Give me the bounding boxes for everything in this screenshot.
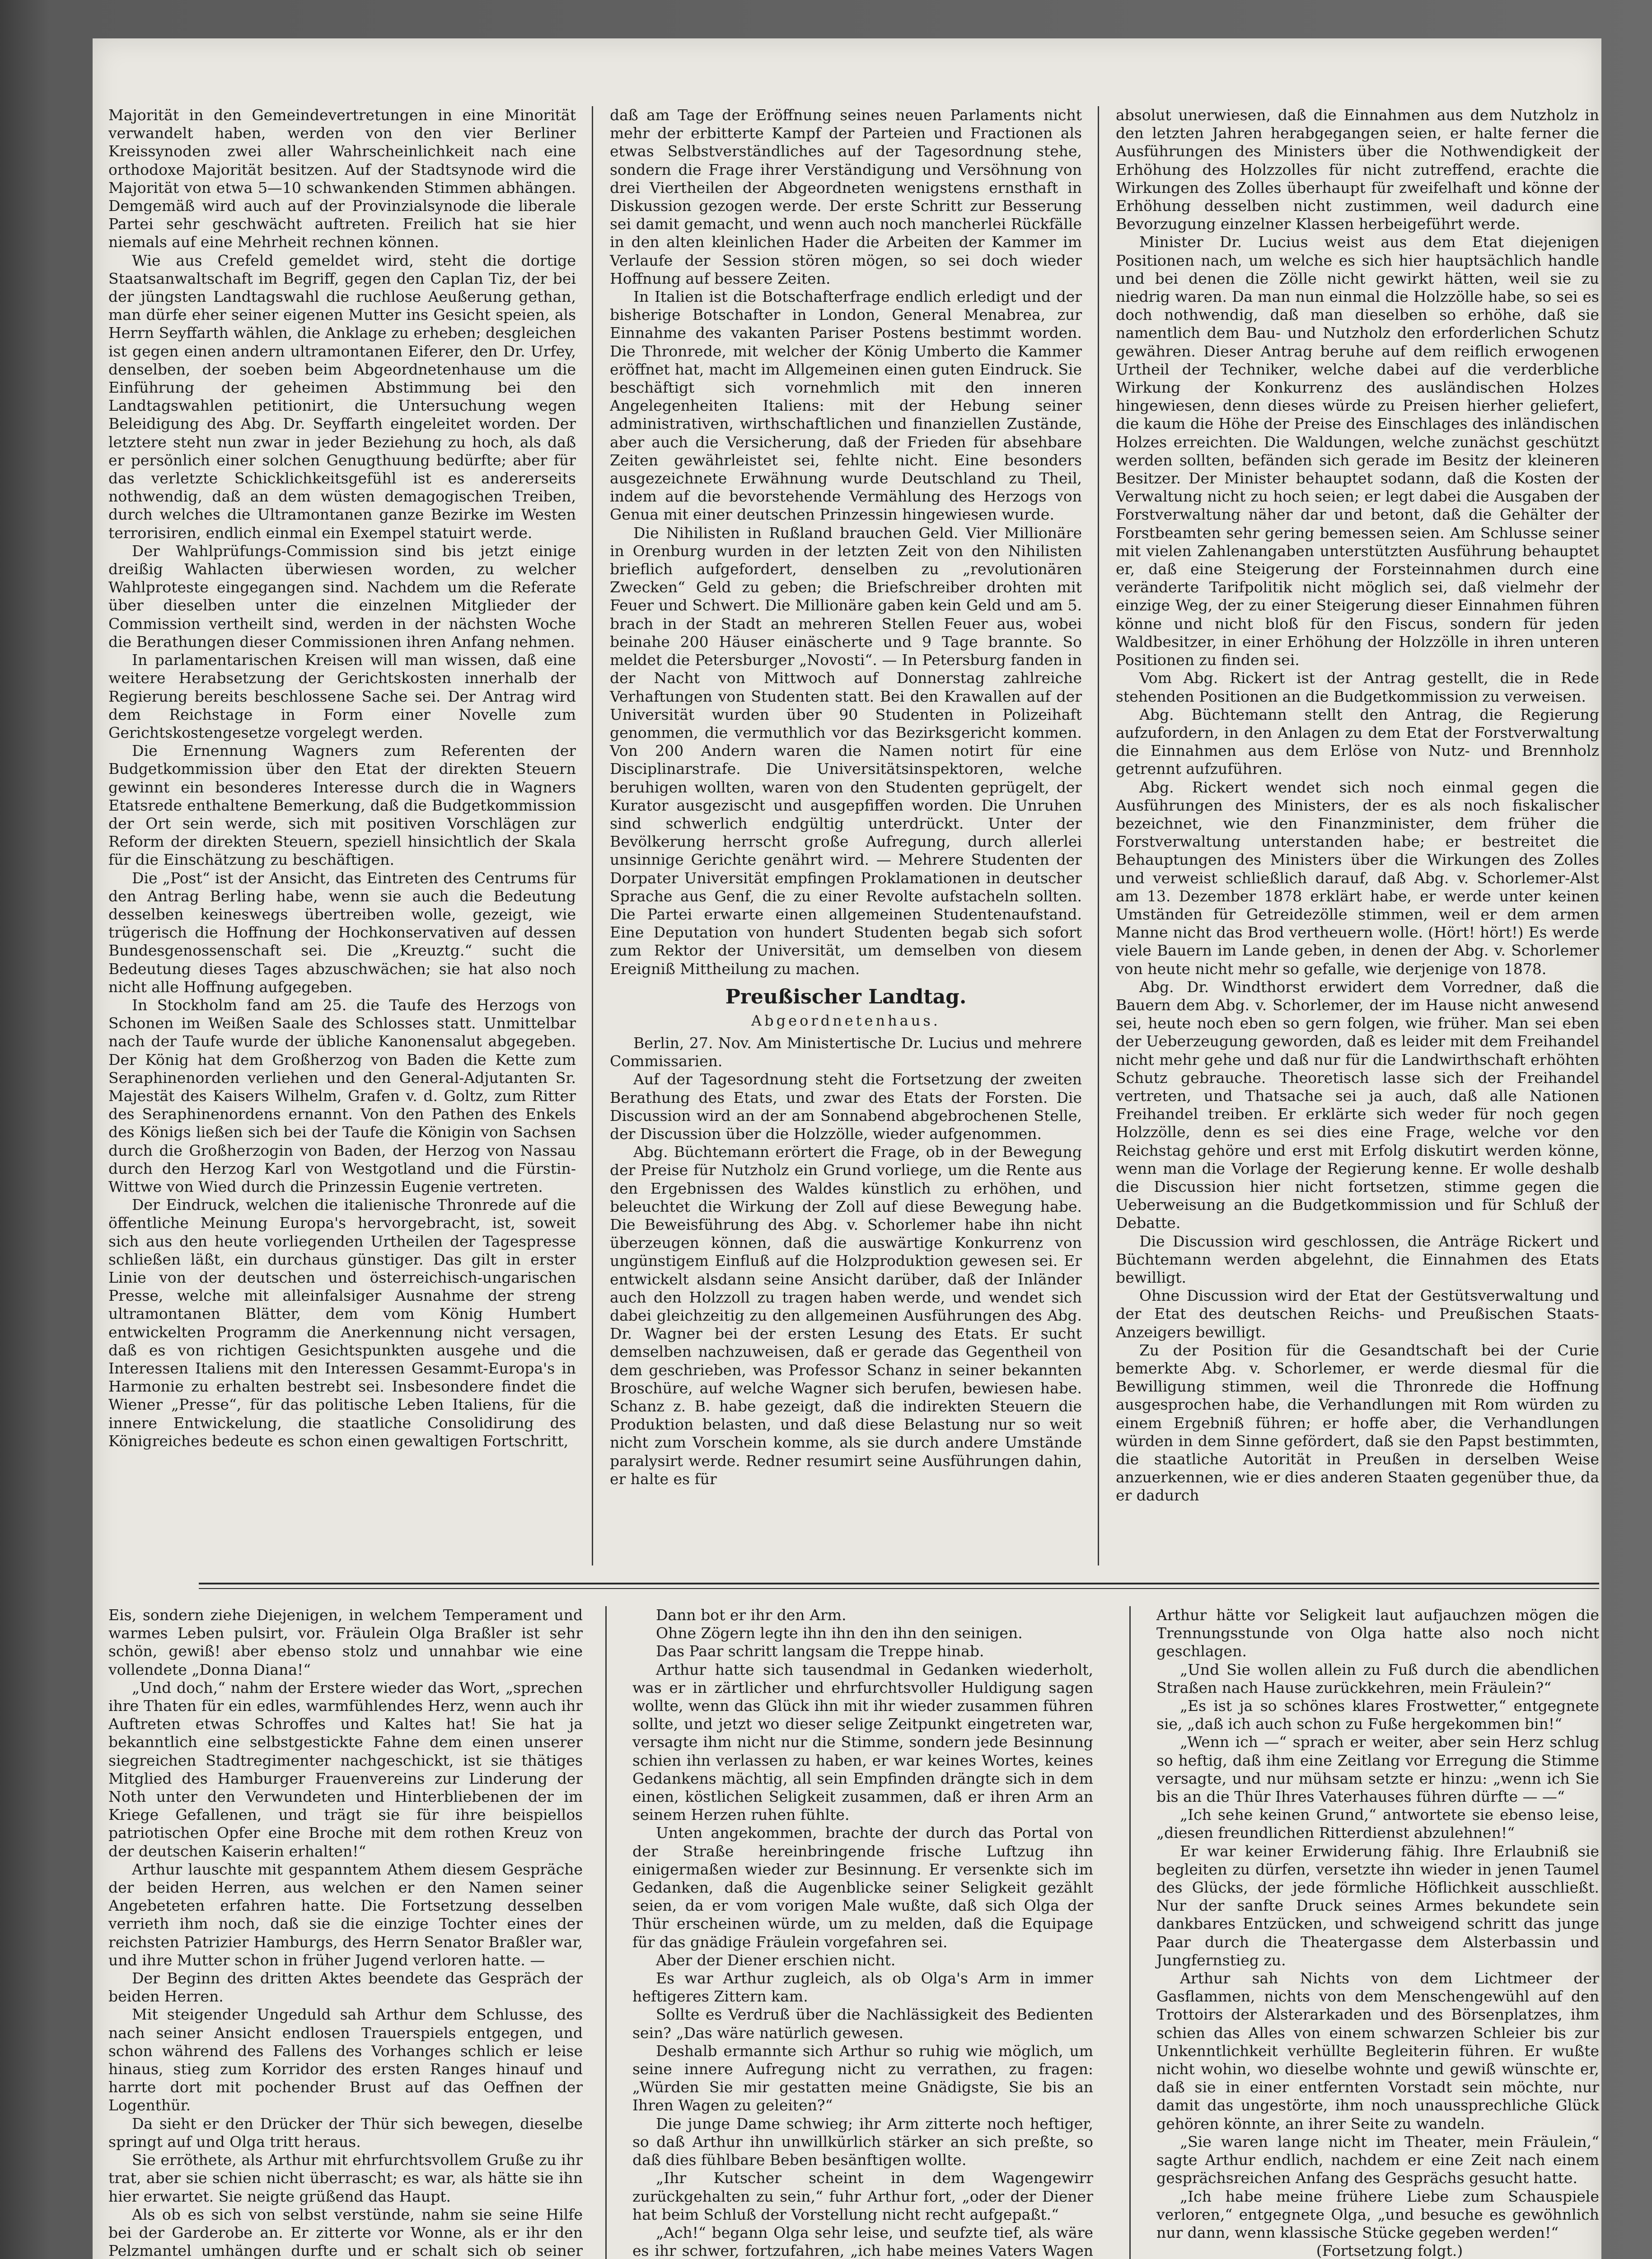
section-subheading: Abgeordnetenhaus.	[751, 1012, 941, 1029]
news-column-1	[108, 106, 576, 1450]
paragraph: Als ob es sich von selbst verstünde, nahm sie seine Hilfe bei der Garderobe an. Er zitterte vor Wonne, als er ihr den Pelzmantel umhängen durfte und er schalt sich ob seiner	[108, 2205, 583, 2259]
paragraph: Majorität in den Gemeindevertretungen in eine Minorität verwandelt haben, werden von den vier Berliner Kreissynoden zwei aller Wahrscheinlichkeit nach eine orthodoxe Majorität besitzen. Auf der Stadtsynode wird die Majorität von etwa 5—10 schwankenden Stimmen abhängen. Demgemäß wird auch auf der Provinzialsynode die liberale Partei sehr geschwächt auftreten. Freilich hat sie hier niemals auf eine Mehrheit rechnen können.	[108, 106, 576, 251]
paragraph: Deshalb ermannte sich Arthur so ruhig wie möglich, um seine innere Aufregung nicht zu verrathen, zu fragen: „Würden Sie mir gestatten meine Gnädigste, Sie bis an Ihren Wagen zu geleiten?“	[632, 2042, 1093, 2114]
paragraph: „Und doch,“ nahm der Erstere wieder das Wort, „sprechen ihre Thaten für ein edles, warmfühlendes Herz, wenn auch ihr Auftreten etwas Schroffes und Kaltes hat! Sie hat ja bekanntlich eine selbstgestickte Fahne dem einen unserer siegreichen Stadtregimenter nachgeschickt, ist sie thätiges Mitglied des Hamburger Frauenvereins zur Linderung der Noth unter den Verwundeten und Hinterbliebenen der im Kriege Gefallenen, und trägt sie für ihre beispiellos patriotischen Opfer eine Broche mit dem rothen Kreuz von der deutschen Kaiserin erhalten!“	[108, 1678, 583, 1860]
paragraph: „Ach!“ begann Olga sehr leise, und seufzte tief, als wäre es ihr schwer, fortzufahren, „ich habe meines Vaters Wagen	[632, 2223, 1093, 2259]
paragraph: Aber der Diener erschien nicht.	[656, 1951, 896, 1969]
news-column-2	[610, 106, 1082, 1488]
column-divider	[605, 1606, 607, 2259]
paragraph: Ohne Zögern legte ihn ihn den ihn den seinigen.	[656, 1624, 1023, 1642]
paragraph: Die Discussion wird geschlossen, die Anträge Rickert und Büchtemann werden abgelehnt, die Einnahmen des Etats bewilligt.	[1116, 1232, 1599, 1286]
section-heading-landtag: Preußischer Landtag.	[725, 985, 967, 1008]
paragraph: Auf der Tagesordnung steht die Fortsetzung der zweiten Berathung des Etats, und zwar des Etats der Forsten. Die Discussion wird an der am Sonnabend abgebrochenen Stelle, der Discussion über die Holzzölle, wieder aufgenommen.	[610, 1070, 1082, 1143]
paragraph: Abg. Rickert wendet sich noch einmal gegen die Ausführungen des Ministers, der es als noch fiskalischer bezeichnet, wie den Finanzminister, dem früher die Forstverwaltung unterstanden habe; er bestreitet die Behauptungen des Ministers über die Wirkungen des Zolles und verweist schließlich darauf, daß Abg. v. Schorlemer-Alst am 13. Dezember 1878 erklärt habe, er werde unter keinen Umständen für Getreidezölle stimmen, weil er dem armen Manne nicht das Brod vertheuern wolle. (Hört! hört!) Es werde viele Bauern im Lande geben, in denen der Abg. v. Schorlemer von heute nicht mehr so gefalle, wie derjenige von 1878.	[1116, 778, 1599, 978]
paragraph: Die Nihilisten in Rußland brauchen Geld. Vier Millionäre in Orenburg wurden in der letzten Zeit von den Nihilisten brieflich aufgefordert, denselben zu „revolutionären Zwecken“ Geld zu geben; die Briefschreiber drohten mit Feuer und Schwert. Die Millionäre gaben kein Geld und am 5. brach in der Stadt an mehreren Stellen Feuer aus, wobei beinahe 200 Häuser einäscherte und 9 Tage brannte. So meldet die Petersburger „Novosti“. — In Petersburg fanden in der Nacht von Mittwoch auf Donnerstag zahlreiche Verhaftungen von Studenten statt. Bei den Krawallen auf der Universität wurden über 90 Studenten in Polizeihaft genommen, die vermuthlich vor das Bezirksgericht kommen. Von 200 Andern waren die Namen notirt für eine Disciplinarstrafe. Die Universitätsinspektoren, welche beruhigen wollten, waren von den Studenten geprügelt, der Kurator ausgezischt und ausgepfiffen worden. Die Unruhen sind schwerlich endgültig unterdrückt. Unter der Bevölkerung herrscht große Aufregung, durch allerlei unsinnige Gerichte genährt wird. — Mehrere Studenten der Dorpater Universität empfingen Proklamationen in deutscher Sprache aus Genf, die zu einer Revolte aufstacheln sollten. Die Partei erwarte einen allgemeinen Studentenaufstand. Eine Deputation von hundert Studenten begab sich sofort zum Rektor der Universität, um demselben von diesem Ereigniß Mittheilung zu machen.	[610, 524, 1082, 978]
column-divider	[592, 106, 593, 1565]
paragraph: „Ihr Kutscher scheint in dem Wagengewirr zurückgehalten zu sein,“ fuhr Arthur fort, „oder der Diener hat beim Schluß der Vorstellung nicht recht aufgepaßt.“	[632, 2169, 1093, 2223]
paragraph: Ohne Discussion wird der Etat der Gestütsverwaltung und der Etat des deutschen Reichs- und Preußischen Staats-Anzeigers bewilligt.	[1116, 1287, 1599, 1341]
paragraph: Sie erröthete, als Arthur mit ehrfurchtsvollem Gruße zu ihr trat, aber sie schien nicht überrascht; es war, als hätte sie ihn hier erwartet. Sie neigte grüßend das Haupt.	[108, 2151, 583, 2205]
paragraph: Das Paar schritt langsam die Treppe hinab.	[656, 1642, 984, 1660]
paragraph: „Wenn ich —“ sprach er weiter, aber sein Herz schlug so heftig, daß ihm eine Zeitlang vor Erregung die Stimme versagte, und nur mühsam setzte er hinzu: „wenn ich Sie bis an die Thür Ihres Vaterhauses führen dürfte — —“	[1156, 1733, 1599, 1806]
paragraph: Minister Dr. Lucius weist aus dem Etat diejenigen Positionen nach, um welche es sich hier hauptsächlich handle und bei denen die Zölle nicht gewirkt hätten, weil sie zu niedrig waren. Da man nun einmal die Holzzölle habe, so sei es doch nothwendig, daß man dieselben so erhöhe, daß sie namentlich dem Bau- und Nutzholz den erforderlichen Schutz gewähren. Dieser Antrag beruhe auf dem reiflich erwogenen Urtheil der Techniker, welche dabei auf die verderbliche Wirkung der Konkurrenz des ausländischen Holzes hingewiesen, denn dieses würde zu Preisen hierher geliefert, die kaum die Höhe der Preise des Einschlages des inländischen Holzes erreichten. Die Waldungen, welche zunächst geschützt werden sollten, befänden sich gerade im Besitz der kleineren Besitzer. Der Minister behauptet sodann, daß die Kosten der Verwaltung nicht zu hoch seien; er legt dabei die Ausgaben der Forstverwaltung näher dar und betont, daß die Gehälter der Forstbeamten sehr gering bemessen seien. Am Schlusse seiner mit vielen Zahlenangaben unterstützten Ausführung behauptet er, daß eine Steigerung der Forsteinnahmen durch eine veränderte Tarifpolitik nicht möglich sei, daß vielmehr der einzige Weg, der zu einer Steigerung dieser Einnahmen führen könne und nicht bloß für den Fiscus, sondern für jeden Waldbesitzer, in einer Erhöhung der Holzzölle in ihren unteren Positionen zu finden sei.	[1116, 233, 1599, 669]
paragraph: Die Ernennung Wagners zum Referenten der Budgetkommission über den Etat der direkten Steuern gewinnt ein besonderes Interesse durch die in Wagners Etatsrede enthaltene Bemerkung, daß die Budgetkommission der Ort sein werde, sich mit positiven Vorschlägen zur Reform der direkten Steuern, speziell hinsichtlich der Skala für die Einschätzung zu beschäftigen.	[108, 742, 576, 869]
paragraph: Abg. Büchtemann stellt den Antrag, die Regierung aufzufordern, in den Anlagen zu dem Etat der Forstverwaltung die Einnahmen aus dem Erlöse von Nutz- und Brennholz getrennt aufzuführen.	[1116, 705, 1599, 778]
paragraph: Arthur sah Nichts von dem Lichtmeer der Gasflammen, nichts von dem Menschengewühl auf den Trottoirs der Alsterarkaden und des Börsenplatzes, ihm schien das Alles von einem schwarzen Schleier bis zur Unkenntlichkeit verhüllte Begleiterin führen. Er wußte nicht wohin, wo dieselbe wohnte und gewiß wünschte er, daß sie in einer entfernten Vorstadt sein möchte, nur damit das ungestörte, ihm noch unaussprechliche Glück gehören könnte, an ihrer Seite zu wandeln.	[1156, 1969, 1599, 2132]
paragraph: Es war Arthur zugleich, als ob Olga's Arm in immer heftigeres Zittern kam.	[632, 1969, 1093, 2006]
paragraph: Dann bot er ihr den Arm.	[656, 1606, 847, 1624]
paragraph: „Und Sie wollen allein zu Fuß durch die abendlichen Straßen nach Hause zurückkehren, mein Fräulein?“	[1156, 1660, 1599, 1697]
feuilleton-column-3	[1156, 1606, 1599, 2259]
paragraph: Abg. Dr. Windthorst erwidert dem Vorredner, daß die Bauern dem Abg. v. Schorlemer, der im Hause nicht anwesend sei, heute noch eben so gern folgen, wie früher. Man sei eben der Ueberzeugung geworden, daß es leider mit dem Freihandel nicht mehr gehe und daß nur für die Landwirthschaft erhöhten Schutz gebrauche. Theoretisch lasse sich der Freihandel vertreten, und Thatsache sei ja auch, daß alle Nationen Freihandel treiben. Er erklärte sich weder für noch gegen Holzzölle, denn es sei dies eine Frage, welche vor den Reichstag gehöre und erst mit Erfolg diskutirt werden könne, wenn man die Vorlage der Regierung kenne. Er wolle deshalb die Discussion hier nicht fortsetzen, stimme gegen die Ueberweisung an die Budgetkommission und für Schluß der Debatte.	[1116, 978, 1599, 1232]
paragraph: Arthur lauschte mit gespanntem Athem diesem Gespräche der beiden Herren, aus welchen er den Namen seiner Angebeteten erfahren hatte. Die Fortsetzung desselben verrieth ihm noch, daß sie die einzige Tochter eines der reichsten Patrizier Hamburgs, des Herrn Senator Braßler war, und ihre Mutter schon in früher Jugend verloren hatte. —	[108, 1860, 583, 1969]
paragraph: Da sieht er den Drücker der Thür sich bewegen, dieselbe springt auf und Olga tritt heraus.	[108, 2114, 583, 2151]
paragraph: „Ich habe meine frühere Liebe zum Schauspiele verloren,“ entgegnete Olga, „und besuche es gewöhnlich nur dann, wenn klassische Stücke gegeben werden!“	[1156, 2187, 1599, 2241]
paragraph: Arthur hätte vor Seligkeit laut aufjauchzen mögen die Trennungsstunde von Olga hatte also noch nicht geschlagen.	[1156, 1606, 1599, 1660]
feuilleton-column-1	[108, 1606, 583, 2259]
paragraph: Die „Post“ ist der Ansicht, das Eintreten des Centrums für den Antrag Berling habe, wenn sie auch die Bedeutung desselben keineswegs übertreiben wolle, gezeigt, wie trügerisch die Hoffnung der Hochkonservativen auf dessen Bundesgenossenschaft sei. Die „Kreuztg.“ sucht die Bedeutung dieses Tages abzuschwächen; sie hat also noch nicht alle Hoffnung aufgegeben.	[108, 869, 576, 996]
paragraph: „Ich sehe keinen Grund,“ antwortete sie ebenso leise, „diesen freundlichen Ritterdienst abzulehnen!“	[1156, 1806, 1599, 1842]
paragraph: daß am Tage der Eröffnung seines neuen Parlaments nicht mehr der erbitterte Kampf der Parteien und Fractionen als etwas Selbstverständliches auf der Tagesordnung stehe, sondern die Frage ihrer Verständigung und Versöhnung von drei Viertheilen der Abgeordneten wenigstens ernsthaft in Diskussion gezogen werde. Der erste Schritt zur Besserung sei damit gemacht, und wenn auch noch mancherlei Rückfälle in den alten kleinlichen Hader die Arbeiten der Kammer im Verlaufe der Session stören mögen, so sei doch wieder Hoffnung auf bessere Zeiten.	[610, 106, 1082, 287]
paragraph: Wie aus Crefeld gemeldet wird, steht die dortige Staatsanwaltschaft im Begriff, gegen den Caplan Tiz, der bei der jüngsten Landtagswahl die ruchlose Aeußerung gethan, man dürfe eher seiner eigenen Mutter ins Gesicht speien, als Herrn Seyffarth wählen, die Anklage zu erheben; desgleichen ist gegen einen andern ultramontanen Eiferer, den Dr. Urfey, denselben, der soeben beim Abgeordnetenhause um die Einführung der geheimen Abstimmung bei den Landtagswahlen petitionirt, die Untersuchung wegen Beleidigung des Abg. Dr. Seyffarth eingeleitet worden. Der letztere steht nun zwar in jeder Beziehung zu hoch, als daß er persönlich einer solchen Genugthuung bedürfte; aber für das verletzte Schicklichkeitsgefühl ist es andererseits nothwendig, daß an dem wüsten demagogischen Treiben, durch welches die Ultramontanen ganze Bezirke im Westen terrorisiren, endlich einmal ein Exempel statuirt werde.	[108, 251, 576, 542]
paragraph: Eis, sondern ziehe Diejenigen, in welchem Temperament und warmes Leben pulsirt, vor. Fräulein Olga Braßler ist sehr schön, gewiß! aber ebenso stolz und unnahbar wie eine vollendete „Donna Diana!“	[108, 1606, 583, 1678]
feuilleton-separator-thin	[199, 1588, 1599, 1589]
paragraph: In Stockholm fand am 25. die Taufe des Herzogs von Schonen im Weißen Saale des Schlosses statt. Unmittelbar nach der Taufe wurde der übliche Kanonensalut abgegeben. Der König hat dem Großherzog von Baden die Kette zum Seraphinenorden verliehen und den General-Adjutanten Sr. Majestät des Kaisers Wilhelm, Grafen v. d. Goltz, zum Ritter des Seraphinenordens ernannt. Von den Pathen des Enkels des Königs ließen sich bei der Taufe die Königin von Sachsen durch die Großherzogin von Baden, der Herzog von Nassau durch den Herzog Karl von Westgotland und die Fürstin-Wittwe von Wied durch die Prinzessin Eugenie vertreten.	[108, 996, 576, 1195]
column-divider	[1098, 106, 1099, 1565]
paragraph: Vom Abg. Rickert ist der Antrag gestellt, die in Rede stehenden Positionen an die Budgetkommission zu verweisen.	[1116, 669, 1599, 705]
paragraph: „Es ist ja so schönes klares Frostwetter,“ entgegnete sie, „daß ich auch schon zu Fuße hergekommen bin!“	[1156, 1697, 1599, 1733]
paragraph: In Italien ist die Botschafterfrage endlich erledigt und der bisherige Botschafter in London, General Menabrea, zur Einnahme des vakanten Pariser Postens bestimmt worden. Die Thronrede, mit welcher der König Umberto die Kammer eröffnet hat, macht im Allgemeinen einen guten Eindruck. Sie beschäftigt sich vornehmlich mit den inneren Angelegenheiten Italiens: mit der Hebung seiner administrativen, wirthschaftlichen und finanziellen Zustände, aber auch die Versicherung, daß der Frieden für absehbare Zeiten gewährleistet sei, fehlte nicht. Eine besonders ausgezeichnete Erwähnung wurde Deutschland zu Theil, indem auf die bevorstehende Vermählung des Herzogs von Genua mit einer deutschen Prinzessin hingewiesen wurde.	[610, 288, 1082, 524]
paragraph: Arthur hatte sich tausendmal in Gedanken wiederholt, was er in zärtlicher und ehrfurchtsvoller Huldigung sagen wollte, wenn das Glück ihn mit ihr wieder zusammen führen sollte, und jetzt wo dieser selige Zeitpunkt eingetreten war, versagte ihm nicht nur die Stimme, sondern jede Besinnung schien ihn verlassen zu haben, er war keines Wortes, keines Gedankens mächtig, all sein Empfinden drängte sich in dem einen, köstlichen Seligkeit zusammen, daß er ihren Arm an seinem Herzen ruhen fühlte.	[632, 1660, 1093, 1824]
news-section	[104, 106, 1599, 1565]
paragraph: Abg. Büchtemann erörtert die Frage, ob in der Bewegung der Preise für Nutzholz ein Grund vorliege, um die Rente aus den Ergebnissen des Waldes künstlich zu erhöhen, und beleuchtet die Wirkung der Zoll auf diese Bewegung habe. Die Beweisführung des Abg. v. Schorlemer habe ihn nicht überzeugen können, daß die auswärtige Konkurrenz von ungünstigem Einfluß auf die Holzproduktion gewesen sei. Er entwickelt alsdann seine Ansicht darüber, daß der Inländer auch den Holzzoll zu tragen haben werde, und wendet sich dabei gleichzeitig zu den allgemeinen Ausführungen des Abg. Dr. Wagner bei der ersten Lesung des Etats. Er sucht demselben nachzuweisen, daß er gerade das Gegentheil von dem geschrieben, was Professor Schanz in seiner bekannten Broschüre, auf welche Wagner sich berufen, bewiesen habe. Schanz z. B. habe gezeigt, daß die indirekten Steuern die Produktion belasten, und daß diese Belastung nur so weit nicht zum Vorschein komme, als sie durch andere Umstände paralysirt werde. Redner resumirt seine Ausführungen dahin, er halte es für	[610, 1143, 1082, 1488]
continuation-note: (Fortsetzung folgt.)	[1316, 2242, 1463, 2259]
paragraph: „Sie waren lange nicht im Theater, mein Fräulein,“ sagte Arthur endlich, nachdem er eine Zeit nach einem gesprächsreichen Anfang des Gesprächs gesucht hatte.	[1156, 2132, 1599, 2187]
paragraph: Sollte es Verdruß über die Nachlässigkeit des Bedienten sein? „Das wäre natürlich gewesen.	[632, 2006, 1093, 2042]
news-column-3	[1116, 106, 1599, 1505]
paragraph: absolut unerwiesen, daß die Einnahmen aus dem Nutzholz in den letzten Jahren herabgegangen seien, er halte ferner die Ausführungen des Ministers über die Nothwendigkeit der Erhöhung des Holzzolles für nicht zutreffend, erachte die Wirkungen des Zolles überhaupt für zweifelhaft und könne der Erhöhung desselben nicht zustimmen, weil dadurch eine Bevorzugung einzelner Klassen herbeigeführt werde.	[1116, 106, 1599, 233]
paragraph: Der Wahlprüfungs-Commission sind bis jetzt einige dreißig Wahlacten überwiesen worden, zu welcher Wahlproteste eingegangen sind. Nachdem um die Referate über dieselben unter die einzelnen Mitglieder der Commission vertheilt sind, werden in der nächsten Woche die Berathungen dieser Commissionen ihren Anfang nehmen.	[108, 542, 576, 651]
paragraph: Der Beginn des dritten Aktes beendete das Gespräch der beiden Herren.	[108, 1969, 583, 2006]
paragraph: Der Eindruck, welchen die italienische Thronrede auf die öffentliche Meinung Europa's hervorgebracht, ist, soweit sich aus den heute vorliegenden Urtheilen der Tagespresse schließen läßt, ein durchaus günstiger. Das gilt in erster Linie von der deutschen und österreichisch-ungarischen Presse, welche mit alleinfalsiger Ausnahme der streng ultramontanen Blätter, dem vom König Humbert entwickelten Programm die Anerkennung nicht versagen, daß es von richtigen Gesichtspunkten ausgehe und die Interessen Italiens mit den Interessen Gesammt-Europa's in Harmonie zu erhalten bestrebt sei. Insbesondere findet die Wiener „Presse“, für das politische Leben Italiens, für die innere Entwickelung, die staatliche Consolidirung des Königreiches bedeute es schon einen gewaltigen Fortschritt,	[108, 1196, 576, 1450]
paragraph: Berlin, 27. Nov. Am Ministertische Dr. Lucius und mehrere Commissarien.	[610, 1034, 1082, 1070]
paragraph: In parlamentarischen Kreisen will man wissen, daß eine weitere Herabsetzung der Gerichtskosten innerhalb der Regierung bereits beschlossene Sache sei. Der Antrag wird dem Reichstage in Form einer Novelle zum Gerichtskostengesetze vorgelegt werden.	[108, 651, 576, 741]
paragraph: Er war keiner Erwiderung fähig. Ihre Erlaubniß sie begleiten zu dürfen, versetzte ihn wieder in jenen Taumel des Glücks, der jede förmliche Höflichkeit ausschließt. Nur der sanfte Druck seines Armes bekundete sein dankbares Entzücken, und schweigend schritt das junge Paar durch die Theatergasse dem Alsterbassin und Jungfernstieg zu.	[1156, 1842, 1599, 1969]
feuilleton-separator	[199, 1583, 1599, 1584]
paragraph: Mit steigender Ungeduld sah Arthur dem Schlusse, des nach seiner Ansicht endlosen Trauerspiels entgegen, und schon während des Fallens des Vorhanges schlich er leise hinaus, stieg zum Korridor des ersten Ranges hinauf und harrte dort mit pochender Brust auf das Oeffnen der Logenthür.	[108, 2006, 583, 2114]
feuilleton-column-2	[632, 1606, 1093, 2259]
paragraph: Zu der Position für die Gesandtschaft bei der Curie bemerkte Abg. v. Schorlemer, er werde diesmal für die Bewilligung stimmen, weil die Thronrede die Hoffnung ausgesprochen habe, die Verhandlungen mit Rom würden zu einem Ergebniß führen; er hoffe aber, die Verhandlungen würden in dem Sinne gefördert, daß sie den Papst bestimmten, die staatliche Autorität in Preußen in derselben Weise anzuerkennen, wie er dies anderen Staaten gegenüber thue, da er dadurch	[1116, 1341, 1599, 1504]
paragraph: Die junge Dame schwieg; ihr Arm zitterte noch heftiger, so daß Arthur ihn unwillkürlich stärker an sich preßte, so daß dies fühlbare Beben besänftigen wollte.	[632, 2114, 1093, 2169]
column-divider	[1129, 1606, 1131, 2259]
paragraph: Unten angekommen, brachte der durch das Portal von der Straße hereinbringende frische Luftzug ihn einigermaßen wieder zur Besinnung. Er versenkte sich im Gedanken, daß die Augenblicke seiner Seligkeit gezählt seien, da er vom vorigen Male wußte, daß sich Olga der Thür erscheinen würde, um zu melden, daß die Equipage für das gnädige Fräulein vorgefahren sei.	[632, 1824, 1093, 1951]
feuilleton-section	[104, 1606, 1599, 2259]
